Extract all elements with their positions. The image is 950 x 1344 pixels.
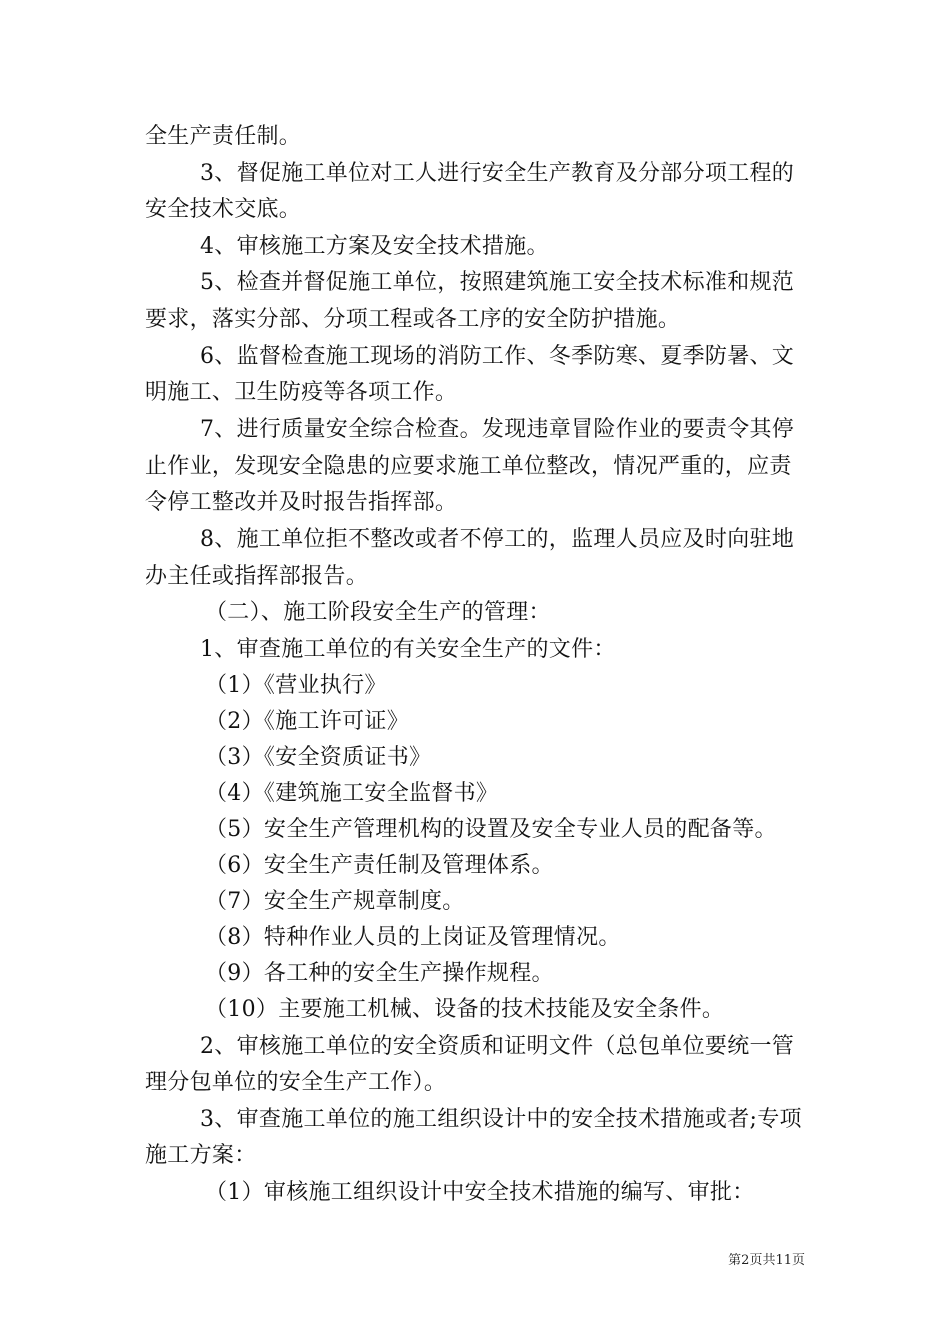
text-line: 7、进行质量安全综合检查。发现违章冒险作业的要责令其停 <box>200 417 795 442</box>
text-line: 6、监督检查施工现场的消防工作、冬季防寒、夏季防暑、文 <box>200 344 795 369</box>
section-heading: （二）、施工阶段安全生产的管理： <box>205 600 551 625</box>
text-line: 理分包单位的安全生产工作）。 <box>145 1070 447 1095</box>
text-line: 施工方案： <box>145 1143 257 1168</box>
text-line: 止作业，发现安全隐患的应要求施工单位整改，情况严重的，应责 <box>145 454 792 479</box>
list-item: （4）《建筑施工安全监督书》 <box>205 781 499 806</box>
text-line: 安全技术交底。 <box>145 197 302 222</box>
text-line: 3、审查施工单位的施工组织设计中的安全技术措施或者;专项 <box>200 1107 802 1132</box>
text-line: 8、施工单位拒不整改或者不停工的，监理人员应及时向驻地 <box>200 527 795 552</box>
text-line: 4、审核施工方案及安全技术措施。 <box>200 234 549 259</box>
text-line: 令停工整改并及时报告指挥部。 <box>145 490 458 515</box>
list-item: （1）《营业执行》 <box>205 673 387 698</box>
list-item: （5）安全生产管理机构的设置及安全专业人员的配备等。 <box>205 817 777 842</box>
text-line: 要求，落实分部、分项工程或各工序的安全防护措施。 <box>145 307 681 332</box>
list-item: （9）各工种的安全生产操作规程。 <box>205 961 554 986</box>
list-item: （7）安全生产规章制度。 <box>205 889 465 914</box>
list-item: （6）安全生产责任制及管理体系。 <box>205 853 554 878</box>
text-line: 3、督促施工单位对工人进行安全生产教育及分部分项工程的 <box>200 161 795 186</box>
text-line: 5、检查并督促施工单位，按照建筑施工安全技术标准和规范 <box>200 270 795 295</box>
list-item: （3）《安全资质证书》 <box>205 745 432 770</box>
page-number: 第2页共11页 <box>728 1253 805 1268</box>
list-item: （1）审核施工组织设计中安全技术措施的编写、审批： <box>205 1180 755 1205</box>
text-line: 全生产责任制。 <box>145 124 302 149</box>
list-item: （8）特种作业人员的上岗证及管理情况。 <box>205 925 621 950</box>
list-item: （2）《施工许可证》 <box>205 709 409 734</box>
list-item: （10）主要施工机械、设备的技术技能及安全条件。 <box>205 997 725 1022</box>
text-line: 办主任或指挥部报告。 <box>145 564 369 589</box>
text-line: 1、审查施工单位的有关安全生产的文件： <box>200 637 616 662</box>
text-line: 明施工、卫生防疫等各项工作。 <box>145 380 458 405</box>
text-line: 2、审核施工单位的安全资质和证明文件（总包单位要统一管 <box>200 1034 795 1059</box>
